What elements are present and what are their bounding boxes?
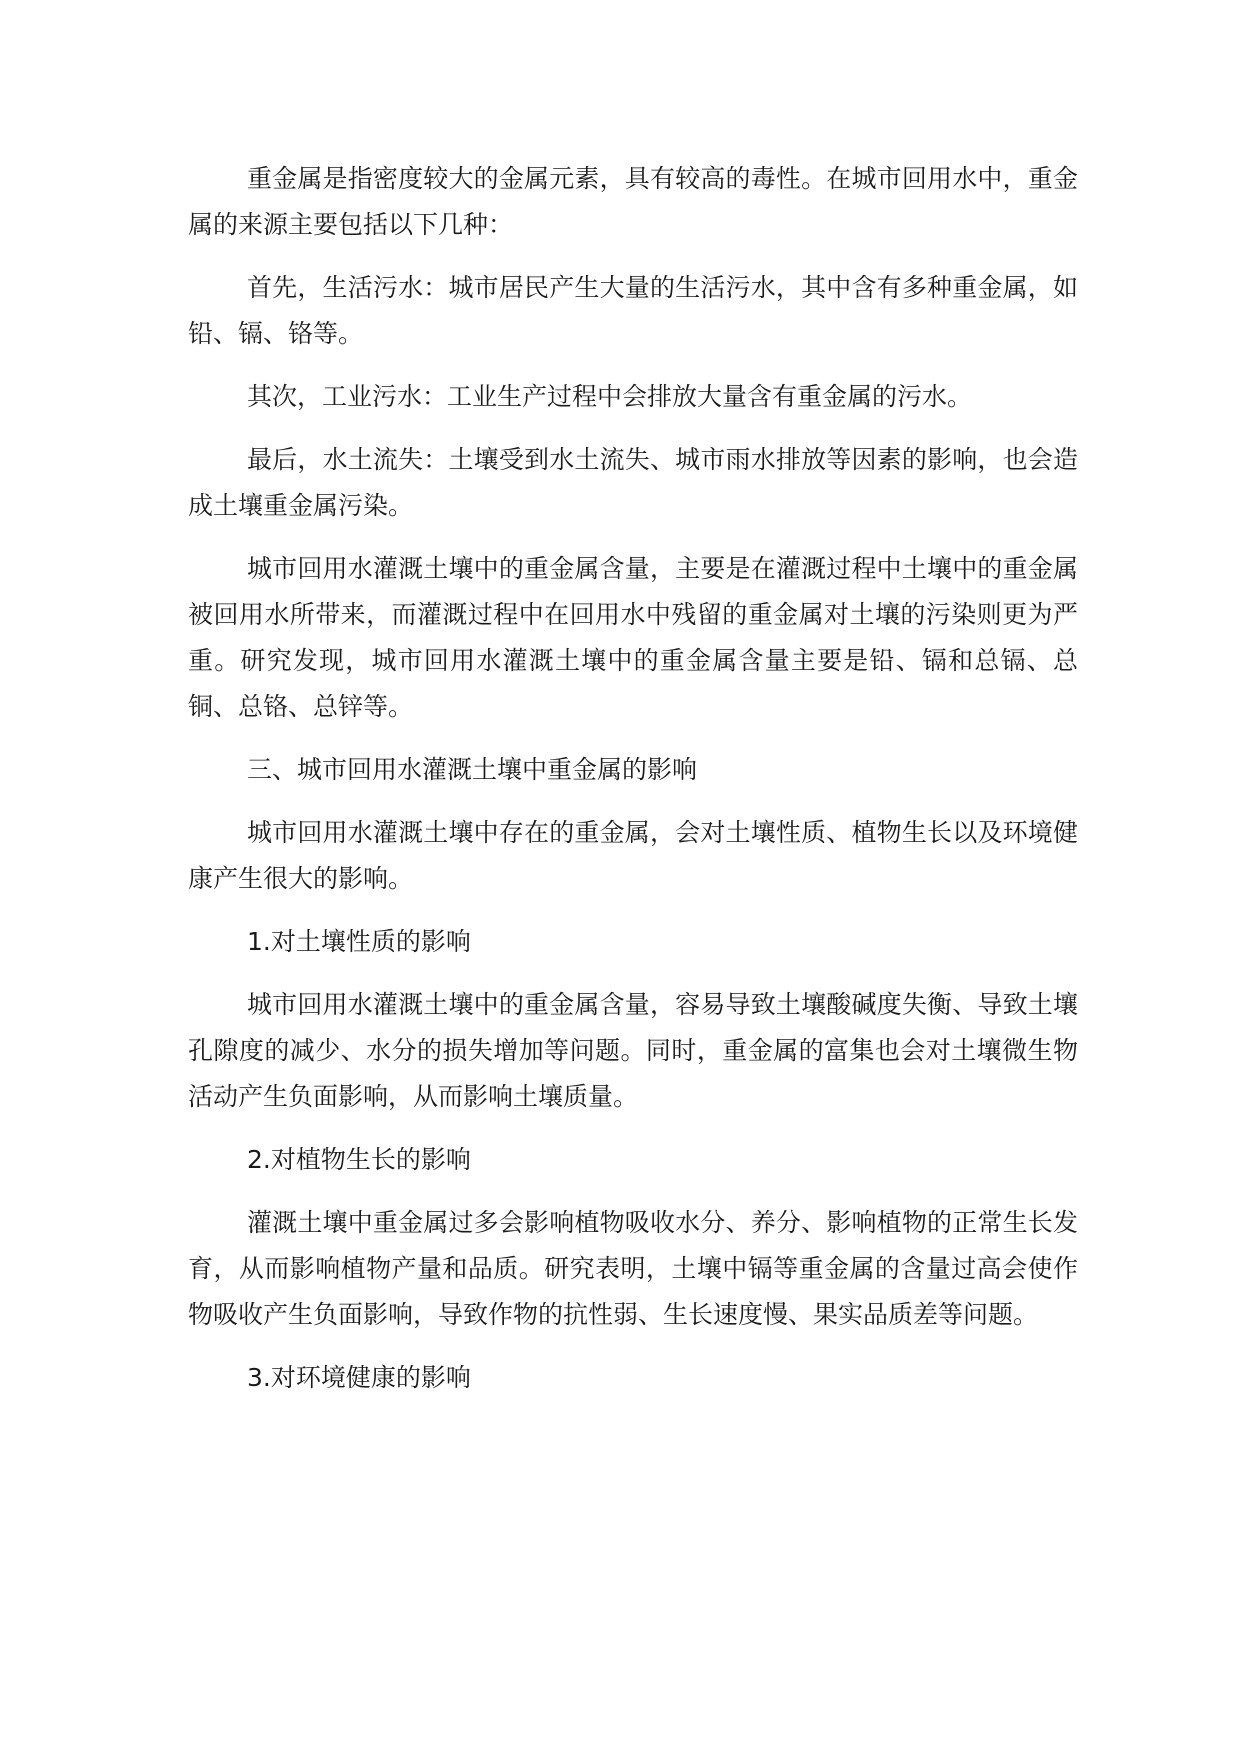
subheading-plant-growth: 2.对植物生长的影响 <box>247 1145 471 1174</box>
document-body <box>188 156 1078 1418</box>
paragraph-plant-growth: 灌溉土壤中重金属过多会影响植物吸收水分、养分、影响植物的正常生长发育，从而影响植物产量和品质。研究表明，土壤中镉等重金属的含量过高会使作物吸收产生负面影响，导致作物的抗性弱、生长速度慢、果实品质差等问题。 <box>188 1208 1078 1329</box>
paragraph-industrial-sewage: 其次，工业污水：工业生产过程中会排放大量含有重金属的污水。 <box>247 382 973 411</box>
paragraph-impacts-overview: 城市回用水灌溉土壤中存在的重金属，会对土壤性质、植物生长以及环境健康产生很大的影响。 <box>188 818 1078 893</box>
subheading-soil-properties: 1.对土壤性质的影响 <box>247 927 471 956</box>
subheading-environmental-health: 3.对环境健康的影响 <box>247 1363 471 1392</box>
section-heading-impacts: 三、城市回用水灌溉土壤中重金属的影响 <box>247 755 698 784</box>
paragraph-soil-erosion: 最后，水土流失：土壤受到水土流失、城市雨水排放等因素的影响，也会造成土壤重金属污染。 <box>188 445 1078 520</box>
paragraph-heavy-metal-sources: 重金属是指密度较大的金属元素，具有较高的毒性。在城市回用水中，重金属的来源主要包括以下几种： <box>188 164 1078 239</box>
paragraph-soil-properties: 城市回用水灌溉土壤中的重金属含量，容易导致土壤酸碱度失衡、导致土壤孔隙度的减少、水分的损失增加等问题。同时，重金属的富集也会对土壤微生物活动产生负面影响，从而影响土壤质量。 <box>188 990 1078 1111</box>
paragraph-heavy-metal-content: 城市回用水灌溉土壤中的重金属含量，主要是在灌溉过程中土壤中的重金属被回用水所带来，而灌溉过程中在回用水中残留的重金属对土壤的污染则更为严重。研究发现，城市回用水灌溉土壤中的重金属含量主要是铅、镉和总镉、总铜、总铬、总锌等。 <box>188 554 1078 721</box>
paragraph-domestic-sewage: 首先，生活污水：城市居民产生大量的生活污水，其中含有多种重金属，如铅、镉、铬等。 <box>188 273 1078 348</box>
